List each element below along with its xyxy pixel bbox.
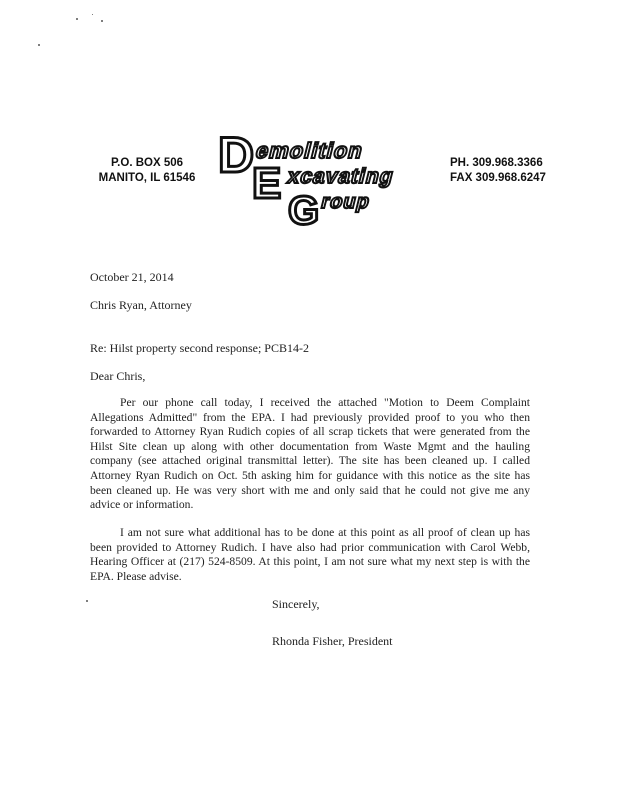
letterhead-contact <box>450 156 590 186</box>
logo-word-demolition: emolition <box>253 138 367 163</box>
logo-initial-d: D <box>218 128 255 183</box>
scan-speck <box>76 18 78 20</box>
address-line-2: MANITO, IL 61546 <box>98 172 196 184</box>
scan-speck <box>38 44 40 46</box>
letter-recipient: Chris Ryan, Attorney <box>90 298 192 312</box>
letter-closing: Sincerely, <box>272 597 320 611</box>
phone-number: PH. 309.968.3366 <box>450 157 543 169</box>
letter-date: October 21, 2014 <box>90 270 174 284</box>
letter-paragraph-1: Per our phone call today, I received the attached "Motion to Deem Complaint Allegations Admitted" from the EPA. I had previously provided proof to you who then forwarded to Attorney Ryan Rudich copies of all scrap tickets that were generated from the Hilst Site clean up along with other documentation from Waste Mgmt and the hauling company (see attached original transmittal letter). The site has been cleaned up. I called Attorney Ryan Rudich on Oct. 5th asking him for guidance with this notice as the site has been cleaned up. He was very short with me and only said that he could not give me any advice or information. <box>90 396 530 512</box>
letter-salutation: Dear Chris, <box>90 369 146 383</box>
letter-signature: Rhonda Fisher, President <box>272 634 393 648</box>
fax-number: FAX 309.968.6247 <box>450 172 546 184</box>
logo-initial-e: E <box>252 159 282 208</box>
company-logo <box>212 128 440 228</box>
logo-initial-g: G <box>288 189 320 228</box>
scan-speck <box>92 14 93 15</box>
letter-paragraph-2: I am not sure what additional has to be done at this point as all proof of clean up has been provided to Attorney Rudich. I have also had prior communication with Carol Webb, Hearing Officer at (217) 524-8509. At this point, I am not sure what my next step is with the EPA. Please advise. <box>90 526 530 583</box>
letterhead-address <box>92 156 202 186</box>
address-line-1: P.O. BOX 506 <box>110 157 184 169</box>
scan-speck <box>86 600 88 602</box>
scan-speck <box>101 20 103 22</box>
logo-word-excavating: xcavating <box>285 164 397 188</box>
logo-word-group: roup <box>318 191 373 213</box>
letter-subject: Re: Hilst property second response; PCB14-2 <box>90 341 309 355</box>
